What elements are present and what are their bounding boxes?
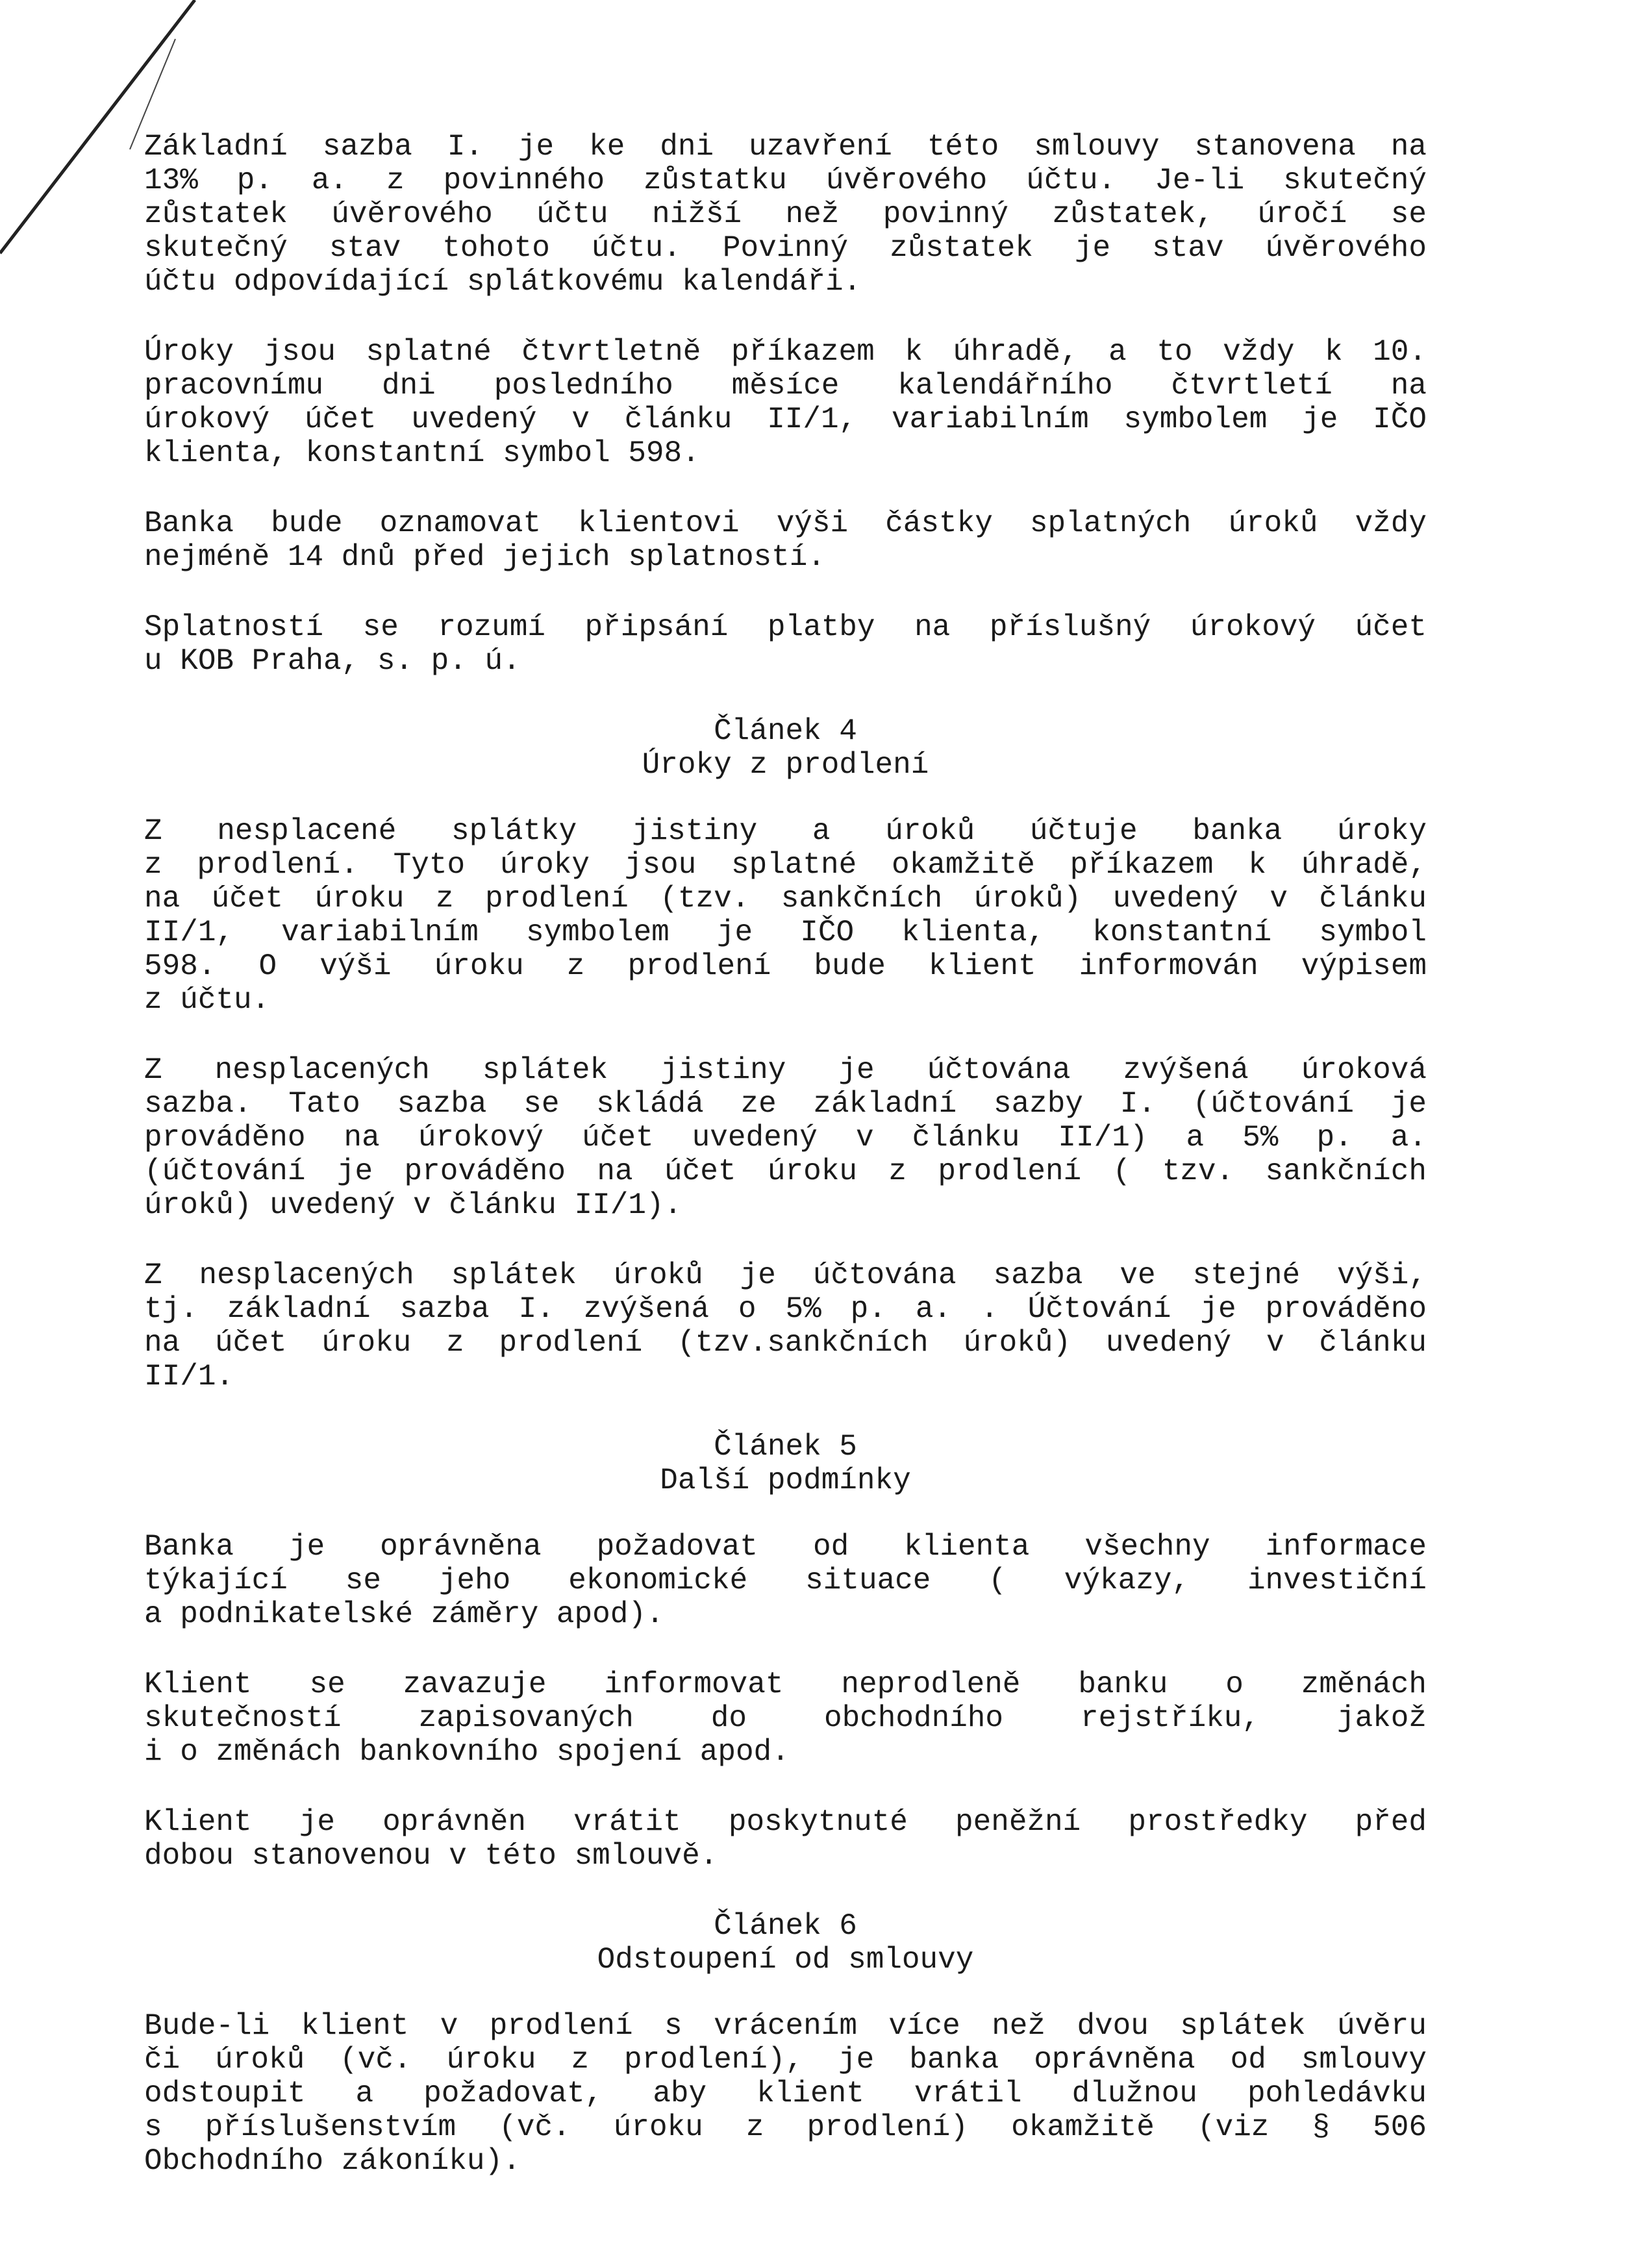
text-line: či úroků (vč. úroku z prodlení), je banka oprávněna od smlouvy — [144, 2043, 1427, 2077]
text-line: skutečný stav tohoto účtu. Povinný zůstatek je stav úvěrového — [144, 231, 1427, 265]
text-line: úroků) uvedený v článku II/1). — [144, 1188, 682, 1222]
text-line: na účet úroku z prodlení (tzv. sankčních úroků) uvedený v článku — [144, 882, 1427, 916]
text-line: skutečností zapisovaných do obchodního rejstříku, jakož — [144, 1701, 1427, 1735]
article4-paragraph — [144, 1053, 1427, 1222]
text-line: zůstatek úvěrového účtu nižší než povinný zůstatek, úročí se — [144, 197, 1427, 231]
article5-paragraph — [144, 1668, 1427, 1769]
text-line: úrokový účet uvedený v článku II/1, variabilním symbolem je IČO — [144, 403, 1427, 436]
text-line: na účet úroku z prodlení (tzv.sankčních úroků) uvedený v článku — [144, 1326, 1427, 1360]
article-4-body — [144, 814, 1427, 1394]
intro-paragraph — [144, 610, 1427, 678]
document-page — [144, 130, 1427, 2214]
article-6-title: Článek 6 — [714, 1909, 857, 1943]
article-6-subtitle: Odstoupení od smlouvy — [597, 1943, 974, 1977]
article-5-title: Článek 5 — [714, 1430, 857, 1464]
article-4-title: Článek 4 — [714, 714, 857, 748]
text-line: prováděno na úrokový účet uvedený v článku II/1) a 5% p. a. — [144, 1121, 1427, 1155]
text-line: Klient se zavazuje informovat neprodleně banku o změnách — [144, 1668, 1427, 1701]
article-5-heading — [144, 1430, 1427, 1497]
text-line: 13% p. a. z povinného zůstatku úvěrového účtu. Je-li skutečný — [144, 164, 1427, 197]
text-line: s příslušenstvím (vč. úroku z prodlení) okamžitě (viz § 506 — [144, 2110, 1427, 2144]
text-line: Základní sazba I. je ke dni uzavření této smlouvy stanovena na — [144, 130, 1427, 164]
text-line: z prodlení. Tyto úroky jsou splatné okamžitě příkazem k úhradě, — [144, 848, 1427, 882]
article-6-heading — [144, 1909, 1427, 1977]
intro-paragraph — [144, 130, 1427, 299]
text-line: Obchodního zákoníku). — [144, 2144, 521, 2178]
text-line: nejméně 14 dnů před jejich splatností. — [144, 540, 825, 574]
text-line: II/1. — [144, 1360, 234, 1394]
intro-paragraph — [144, 335, 1427, 470]
article-4-heading — [144, 714, 1427, 782]
text-line: sazba. Tato sazba se skládá ze základní sazby I. (účtování je — [144, 1087, 1427, 1121]
text-line: Splatností se rozumí připsání platby na příslušný úrokový účet — [144, 610, 1427, 644]
intro-paragraph — [144, 507, 1427, 574]
article6-paragraph — [144, 2009, 1427, 2178]
text-line: odstoupit a požadovat, aby klient vrátil dlužnou pohledávku — [144, 2077, 1427, 2110]
text-line: dobou stanovenou v této smlouvě. — [144, 1839, 718, 1873]
article-5-body — [144, 1530, 1427, 1873]
intro-section — [144, 130, 1427, 678]
article-6-body — [144, 2009, 1427, 2178]
text-line: tj. základní sazba I. zvýšená o 5% p. a. . Účtování je prováděno — [144, 1292, 1427, 1326]
text-line: Klient je oprávněn vrátit poskytnuté peněžní prostředky před — [144, 1805, 1427, 1839]
text-line: Banka bude oznamovat klientovi výši částky splatných úroků vždy — [144, 507, 1427, 540]
article4-paragraph — [144, 1258, 1427, 1394]
text-line: a podnikatelské záměry apod). — [144, 1597, 664, 1631]
text-line: Úroky jsou splatné čtvrtletně příkazem k úhradě, a to vždy k 10. — [144, 335, 1427, 369]
text-line: pracovnímu dni posledního měsíce kalendářního čtvrtletí na — [144, 369, 1427, 403]
text-line: klienta, konstantní symbol 598. — [144, 436, 700, 470]
article-5-subtitle: Další podmínky — [660, 1464, 911, 1497]
text-line: účtu odpovídající splátkovému kalendáři. — [144, 265, 862, 299]
article5-paragraph — [144, 1530, 1427, 1631]
text-line: (účtování je prováděno na účet úroku z prodlení ( tzv. sankčních — [144, 1155, 1427, 1188]
text-line: 598. O výši úroku z prodlení bude klient informován výpisem — [144, 949, 1427, 983]
text-line: Z nesplacených splátek jistiny je účtována zvýšená úroková — [144, 1053, 1427, 1087]
text-line: z účtu. — [144, 983, 270, 1017]
text-line: Banka je oprávněna požadovat od klienta všechny informace — [144, 1530, 1427, 1564]
text-line: u KOB Praha, s. p. ú. — [144, 644, 521, 678]
article5-paragraph — [144, 1805, 1427, 1873]
text-line: týkající se jeho ekonomické situace ( výkazy, investiční — [144, 1564, 1427, 1597]
text-line: Bude-li klient v prodlení s vrácením více než dvou splátek úvěru — [144, 2009, 1427, 2043]
text-line: II/1, variabilním symbolem je IČO klienta, konstantní symbol — [144, 916, 1427, 949]
text-line: Z nesplacených splátek úroků je účtována sazba ve stejné výši, — [144, 1258, 1427, 1292]
text-line: i o změnách bankovního spojení apod. — [144, 1735, 790, 1769]
article-4-subtitle: Úroky z prodlení — [642, 748, 929, 782]
article4-paragraph — [144, 814, 1427, 1017]
text-line: Z nesplacené splátky jistiny a úroků účtuje banka úroky — [144, 814, 1427, 848]
